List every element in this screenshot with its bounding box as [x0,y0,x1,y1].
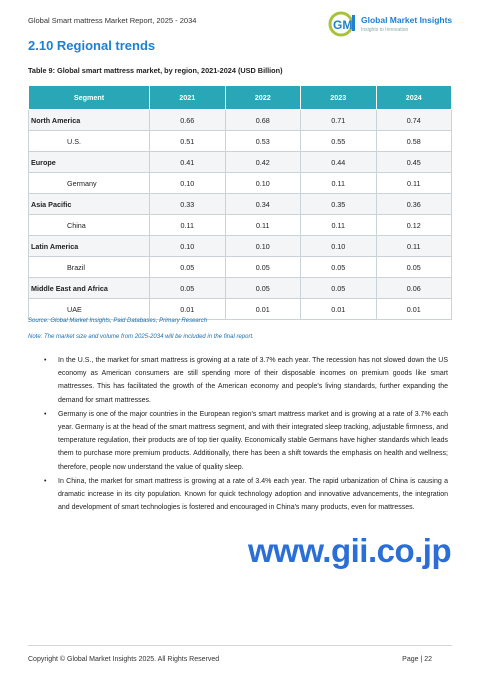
value-cell: 0.36 [376,194,452,215]
table-note: Note: The market size and volume from 2025-2034 will be included in the final report. [28,334,254,340]
column-header-2023: 2023 [301,86,377,110]
segment-cell: U.S. [29,131,150,152]
regional-market-table [28,85,452,320]
value-cell: 0.05 [150,278,226,299]
segment-cell: Latin America [29,236,150,257]
value-cell: 0.42 [225,152,301,173]
logo-tagline: Insights to Innovation [361,27,409,33]
section-title: 2.10 Regional trends [28,38,156,53]
table-row [29,194,452,215]
segment-cell: UAE [29,299,150,320]
value-cell: 0.05 [301,278,377,299]
value-cell: 0.10 [225,173,301,194]
segment-cell: North America [29,110,150,131]
value-cell: 0.55 [301,131,377,152]
value-cell: 0.10 [225,236,301,257]
footer-divider [28,645,452,646]
table-row [29,257,452,278]
value-cell: 0.11 [301,173,377,194]
value-cell: 0.41 [150,152,226,173]
table-row [29,215,452,236]
value-cell: 0.01 [301,299,377,320]
value-cell: 0.05 [225,257,301,278]
value-cell: 0.11 [150,215,226,236]
value-cell: 0.33 [150,194,226,215]
value-cell: 0.10 [150,236,226,257]
value-cell: 0.01 [376,299,452,320]
list-item: • In China, the market for smart mattress is growing at a rate of 3.4% each year. The rapid urbanization of China is causing a dramatic increase in its city population. Known for quick technology adoption and innovative advancements, the integration and development of smart technologies is fostered and encouraged in China's many products, even for mattresses. [44,475,448,515]
value-cell: 0.51 [150,131,226,152]
value-cell: 0.71 [301,110,377,131]
logo-name: Global Market Insights [361,15,453,25]
value-cell: 0.58 [376,131,452,152]
list-item: • In the U.S., the market for smart mattress is growing at a rate of 3.7% each year. The recession has not slowed down the US economy as American consumers are still spending more of their disposable incomes on premium goods like smart mattresses. This has facilitated the growth of the American economy and people's living standards, further expanding the demand for smart mattresses. [44,354,448,407]
segment-cell: Middle East and Africa [29,278,150,299]
table-source: Source: Global Market Insights, Paid Databases, Primary Research [28,318,208,324]
value-cell: 0.35 [301,194,377,215]
gmi-logo-icon [328,11,358,37]
company-logo [328,10,460,40]
value-cell: 0.05 [301,257,377,278]
value-cell: 0.10 [301,236,377,257]
value-cell: 0.01 [150,299,226,320]
value-cell: 0.45 [376,152,452,173]
svg-text:GM: GM [333,18,353,32]
watermark: www.gii.co.jp [248,532,452,569]
column-header-segment: Segment [29,86,150,110]
value-cell: 0.06 [376,278,452,299]
value-cell: 0.11 [376,173,452,194]
segment-cell: Europe [29,152,150,173]
column-header-2024: 2024 [376,86,452,110]
regional-commentary-list [44,354,448,515]
value-cell: 0.12 [376,215,452,236]
table-row [29,110,452,131]
value-cell: 0.66 [150,110,226,131]
value-cell: 0.53 [225,131,301,152]
segment-cell: China [29,215,150,236]
table-row [29,152,452,173]
value-cell: 0.05 [376,257,452,278]
value-cell: 0.34 [225,194,301,215]
table-row [29,278,452,299]
segment-cell: Germany [29,173,150,194]
value-cell: 0.05 [150,257,226,278]
footer-copyright: Copyright © Global Market Insights 2025. All Rights Reserved [28,656,220,663]
value-cell: 0.05 [225,278,301,299]
value-cell: 0.11 [301,215,377,236]
value-cell: 0.68 [225,110,301,131]
segment-cell: Asia Pacific [29,194,150,215]
table-row [29,131,452,152]
table-row [29,173,452,194]
column-header-2021: 2021 [150,86,226,110]
value-cell: 0.74 [376,110,452,131]
table-row [29,299,452,320]
table-caption: Table 9: Global smart mattress market, by region, 2021-2024 (USD Billion) [28,66,283,75]
column-header-2022: 2022 [225,86,301,110]
table-row [29,236,452,257]
value-cell: 0.10 [150,173,226,194]
value-cell: 0.11 [376,236,452,257]
segment-cell: Brazil [29,257,150,278]
list-item: • Germany is one of the major countries in the European region's smart mattress market and is growing at a rate of 3.7% each year. Germany is at the head of the smart mattress segment, and with their integrated sleep tracking, adjustable firmness, and temperature regulation, their products are of top tier quality. Economically stable Germans have higher standards which leads them to purchase more premium products. Additionally, there has been a shift towards the emphasis on health and wellness; therefore, people now understand the value of quality sleep. [44,408,448,474]
value-cell: 0.44 [301,152,377,173]
page-number: Page | 22 [402,656,432,663]
report-title: Global Smart mattress Market Report, 2025 - 2034 [28,16,197,25]
value-cell: 0.11 [225,215,301,236]
value-cell: 0.01 [225,299,301,320]
table-header-row [29,86,452,110]
